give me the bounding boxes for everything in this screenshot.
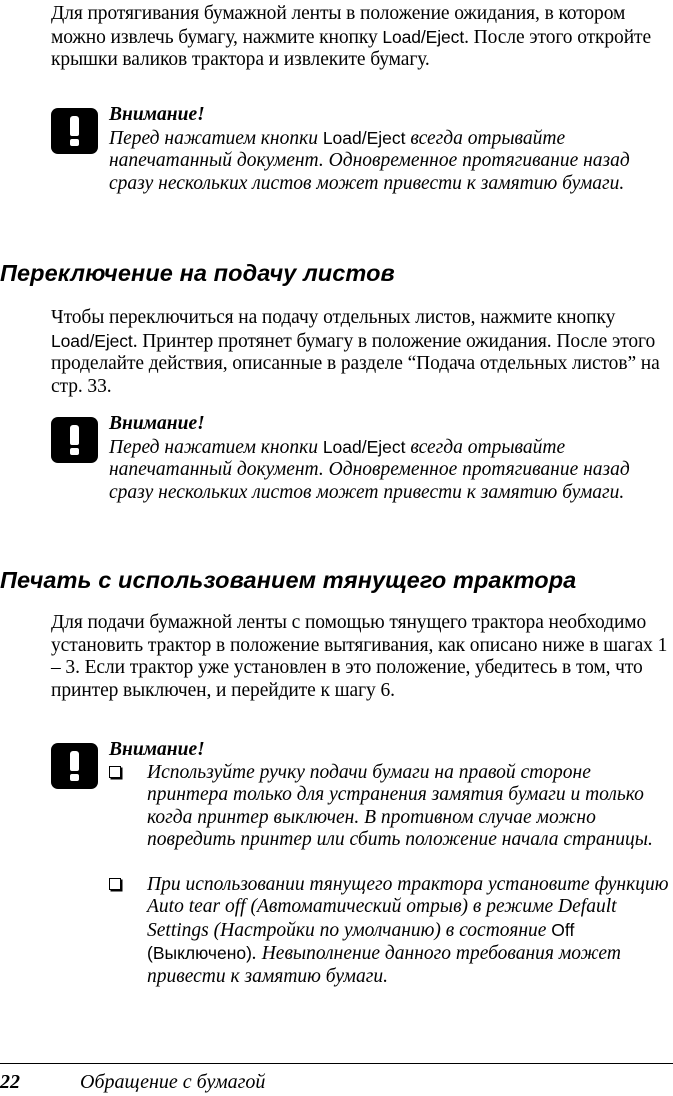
caution-note-3 — [51, 739, 671, 1039]
page-number: 22 — [0, 1071, 20, 1093]
checkbox-bullet-icon — [109, 766, 121, 778]
load-eject-label: Load/Eject — [51, 330, 133, 351]
caution-title: Внимание! — [109, 413, 205, 434]
caution-text-1: Перед нажатием кнопки Load/Eject всегда отрывайте напечатанный документ. Одновременное протягивание назад сразу нескольких листов может привести к замятию бумаги. — [109, 127, 630, 194]
caution-body-3 — [109, 739, 671, 988]
load-eject-label: Load/Eject — [322, 436, 406, 457]
footer-divider — [0, 1063, 673, 1064]
caution-icon — [51, 108, 98, 154]
caution-body-2 — [109, 413, 671, 504]
off-setting-label: Off (Выключено) — [147, 919, 575, 963]
footer-chapter-title: Обращение с бумагой — [80, 1071, 266, 1093]
caution-icon — [51, 743, 98, 789]
section-heading-sheet-feed: Переключение на подачу листов — [0, 260, 395, 286]
caution-note-1 — [51, 104, 671, 224]
section-1-paragraph: Чтобы переключиться на подачу отдельных листов, нажмите кнопку Load/Eject. Принтер протянет бумагу в положение ожидания. После этого проделайте действия, описанные в разделе “Подача отдельных листов” на стр. 33. — [51, 307, 660, 397]
checkbox-bullet-icon — [109, 878, 121, 890]
caution-bullet-1: Используйте ручку подачи бумаги на правой стороне принтера только для устранения замятия бумаги и только когда принтер выключен. В противном случае можно повредить принтер или сбить положение начала страницы. — [109, 762, 671, 852]
caution-note-2 — [51, 413, 671, 533]
load-eject-label: Load/Eject — [382, 26, 465, 47]
caution-icon — [51, 417, 98, 463]
caution-text-2: Перед нажатием кнопки Load/Eject всегда отрывайте напечатанный документ. Одновременное протягивание назад сразу нескольких листов может привести к замятию бумаги. — [109, 436, 630, 503]
caution-body-1 — [109, 104, 671, 195]
load-eject-label: Load/Eject — [322, 127, 406, 148]
caution-bullet-2: При использовании тянущего трактора установите функцию Auto tear off (Автоматический отрыв) в режиме Default Settings (Настройки по умолчанию) в состояние Off (Выключено). Невыполнение данного требования может привести к замятию бумаги. — [109, 874, 671, 989]
intro-text-1: Для протягивания бумажной ленты в положение ожидания, в котором можно извлечь бумагу, нажмите кнопку — [51, 3, 626, 48]
caution-title: Внимание! — [109, 104, 205, 125]
section-2-paragraph: Для подачи бумажной ленты с помощью тянущего трактора необходимо установить трактор в положение вытягивания, как описано ниже в шагах 1 – 3. Если трактор уже установлен в это положение, убедитесь в том, что принтер выключен, и перейдите к шагу 6. — [51, 612, 668, 701]
caution-title: Внимание! — [109, 739, 205, 760]
section-heading-pull-tractor: Печать с использованием тянущего трактора — [0, 567, 577, 593]
intro-paragraph — [51, 3, 671, 72]
intro-text-2: . После этого откройте крышки валиков трактора и извлеките бумагу. — [51, 26, 652, 70]
